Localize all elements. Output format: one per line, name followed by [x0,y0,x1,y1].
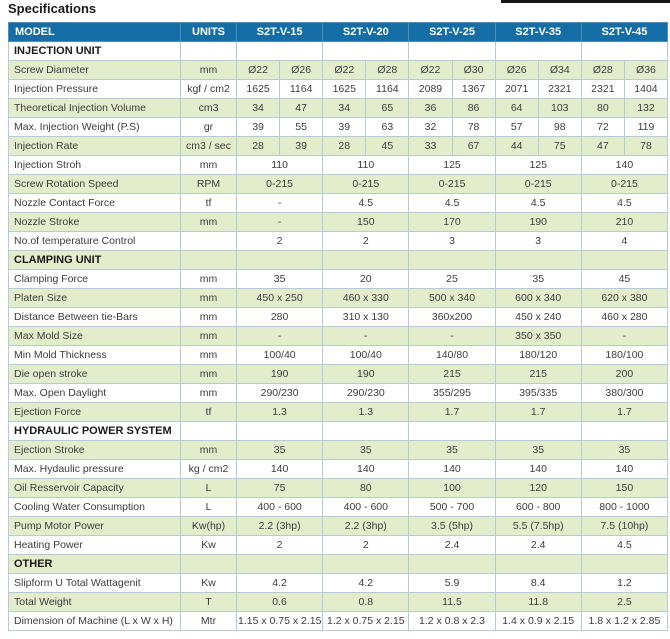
row-label: Total Weight [9,593,181,612]
spec-value-cell: 460 x 330 [323,289,409,308]
row-unit: mm [181,270,237,289]
spec-value-cell: 1164 [366,80,409,99]
spec-value-cell: 35 [237,441,323,460]
spec-value-cell: 1367 [452,80,495,99]
row-unit: mm [181,441,237,460]
spec-value-cell: 28 [323,137,366,156]
spec-value-cell: 1.15 x 0.75 x 2.15 [237,612,323,631]
spec-row [9,80,668,99]
spec-row [9,460,668,479]
spec-row [9,365,668,384]
section-empty-cell [323,42,409,61]
row-label: Min Mold Thickness [9,346,181,365]
spec-value-cell: 1625 [323,80,366,99]
row-unit: mm [181,327,237,346]
section-empty-cell [409,422,495,441]
spec-value-cell: 35 [237,270,323,289]
spec-row [9,517,668,536]
spec-value-cell: 1.2 x 0.8 x 2.3 [409,612,495,631]
spec-value-cell: 180/100 [581,346,667,365]
spec-value-cell: 67 [452,137,495,156]
spec-value-cell: 35 [409,441,495,460]
spec-value-cell: 47 [280,99,323,118]
spec-value-cell: 140 [581,156,667,175]
row-unit: L [181,498,237,517]
spec-value-cell: - [237,213,323,232]
row-label: Platen Size [9,289,181,308]
spec-value-cell: 620 x 380 [581,289,667,308]
spec-row [9,156,668,175]
spec-value-cell: 360x200 [409,308,495,327]
spec-value-cell: 120 [495,479,581,498]
spec-value-cell: 4.5 [495,194,581,213]
spec-value-cell: 100/40 [237,346,323,365]
spec-value-cell: 80 [581,99,624,118]
spec-value-cell: 1.2 x 0.75 x 2.15 [323,612,409,631]
spec-value-cell: - [581,327,667,346]
row-unit: T [181,593,237,612]
section-empty-cell [409,555,495,574]
spec-value-cell: 2071 [495,80,538,99]
section-empty-cell [237,251,323,270]
row-label: Nozzle Stroke [9,213,181,232]
spec-value-cell: 0.6 [237,593,323,612]
spec-value-cell: 290/230 [237,384,323,403]
spec-value-cell: 98 [538,118,581,137]
row-label: Die open stroke [9,365,181,384]
spec-value-cell: 44 [495,137,538,156]
row-label: Max Mold Size [9,327,181,346]
spec-value-cell: 190 [323,365,409,384]
spec-value-cell: 460 x 280 [581,308,667,327]
spec-row [9,99,668,118]
section-units-cell [181,555,237,574]
spec-value-cell: 215 [495,365,581,384]
spec-value-cell: 1.8 x 1.2 x 2.85 [581,612,667,631]
spec-value-cell: 11.5 [409,593,495,612]
row-unit: Kw(hp) [181,517,237,536]
section-empty-cell [495,555,581,574]
model-header-s2t-v-15: S2T-V-15 [237,23,323,42]
spec-value-cell: 0-215 [581,175,667,194]
model-column-header: MODEL [9,23,181,42]
spec-value-cell: 72 [581,118,624,137]
spec-value-cell: 45 [581,270,667,289]
spec-row [9,118,668,137]
spec-row [9,137,668,156]
spec-value-cell: 25 [409,270,495,289]
spec-value-cell: 100/40 [323,346,409,365]
spec-value-cell: 34 [237,99,280,118]
spec-value-cell: 63 [366,118,409,137]
spec-value-cell: 140 [581,460,667,479]
spec-value-cell: Ø22 [237,61,280,80]
spec-value-cell: 2 [323,536,409,555]
spec-value-cell: 2.4 [409,536,495,555]
section-empty-cell [495,251,581,270]
spec-value-cell: 380/300 [581,384,667,403]
spec-value-cell: 280 [237,308,323,327]
spec-value-cell: 2321 [538,80,581,99]
spec-value-cell: 1404 [624,80,667,99]
spec-value-cell: 20 [323,270,409,289]
spec-row [9,270,668,289]
row-unit: cm3 / sec [181,137,237,156]
spec-row [9,441,668,460]
spec-value-cell: 4.5 [581,194,667,213]
spec-value-cell: 2 [237,232,323,251]
row-unit: gr [181,118,237,137]
row-label: Cooling Water Consumption [9,498,181,517]
row-label: Theoretical Injection Volume [9,99,181,118]
row-label: Max. Open Daylight [9,384,181,403]
cropped-element-bottom-border [501,0,670,3]
section-header-row [9,42,668,61]
spec-row [9,213,668,232]
spec-value-cell: Ø26 [280,61,323,80]
spec-value-cell: 140 [409,460,495,479]
row-unit: Mtr [181,612,237,631]
spec-value-cell: 103 [538,99,581,118]
spec-value-cell: Ø22 [409,61,452,80]
section-units-cell [181,422,237,441]
row-label: Screw Rotation Speed [9,175,181,194]
spec-value-cell: 4.2 [237,574,323,593]
section-header-row [9,251,668,270]
spec-row [9,346,668,365]
row-unit: kg / cm2 [181,460,237,479]
section-empty-cell [237,42,323,61]
model-header-s2t-v-20: S2T-V-20 [323,23,409,42]
spec-value-cell: 80 [323,479,409,498]
spec-value-cell: 36 [409,99,452,118]
spec-value-cell: 395/335 [495,384,581,403]
spec-row [9,61,668,80]
spec-value-cell: 86 [452,99,495,118]
row-unit [181,232,237,251]
spec-row [9,536,668,555]
spec-value-cell: 355/295 [409,384,495,403]
spec-value-cell: 1.2 [581,574,667,593]
row-label: Pump Motor Power [9,517,181,536]
spec-value-cell: 310 x 130 [323,308,409,327]
section-title: OTHER [9,555,181,574]
spec-value-cell: 450 x 250 [237,289,323,308]
spec-row [9,308,668,327]
spec-value-cell: 400 - 600 [323,498,409,517]
spec-value-cell: 190 [237,365,323,384]
spec-value-cell: 34 [323,99,366,118]
row-unit: Kw [181,536,237,555]
model-header-s2t-v-35: S2T-V-35 [495,23,581,42]
spec-value-cell: 75 [538,137,581,156]
section-empty-cell [581,555,667,574]
spec-value-cell: 190 [495,213,581,232]
spec-value-cell: 2 [237,536,323,555]
spec-value-cell: 1164 [280,80,323,99]
spec-value-cell: Ø26 [495,61,538,80]
row-label: Nozzle Contact Force [9,194,181,213]
section-empty-cell [581,422,667,441]
section-empty-cell [237,555,323,574]
spec-value-cell: - [237,327,323,346]
row-label: Injection Rate [9,137,181,156]
spec-value-cell: 215 [409,365,495,384]
spec-value-cell: 64 [495,99,538,118]
section-empty-cell [409,42,495,61]
section-empty-cell [323,555,409,574]
spec-value-cell: 150 [323,213,409,232]
row-unit: cm3 [181,99,237,118]
row-label: Max. Hydaulic pressure [9,460,181,479]
spec-value-cell: 1.4 x 0.9 x 2.15 [495,612,581,631]
spec-value-cell: 200 [581,365,667,384]
spec-value-cell: 290/230 [323,384,409,403]
spec-value-cell: 2321 [581,80,624,99]
spec-value-cell: 0-215 [409,175,495,194]
specifications-table [8,22,668,631]
spec-value-cell: 3 [495,232,581,251]
spec-value-cell: 170 [409,213,495,232]
section-title: HYDRAULIC POWER SYSTEM [9,422,181,441]
row-label: Injection Pressure [9,80,181,99]
spec-value-cell: 33 [409,137,452,156]
spec-row [9,479,668,498]
spec-value-cell: Ø22 [323,61,366,80]
spec-value-cell: Ø28 [366,61,409,80]
row-label: Injection Stroh [9,156,181,175]
spec-row [9,194,668,213]
spec-value-cell: 150 [581,479,667,498]
spec-value-cell: 500 - 700 [409,498,495,517]
spec-value-cell: 400 - 600 [237,498,323,517]
spec-value-cell: 4.5 [581,536,667,555]
page-title: Specifications [8,1,97,16]
row-unit: Kw [181,574,237,593]
spec-value-cell: 78 [624,137,667,156]
spec-row [9,232,668,251]
spec-value-cell: 39 [237,118,280,137]
spec-value-cell: 0.8 [323,593,409,612]
row-label: Max. Injection Weight (P.S) [9,118,181,137]
spec-value-cell: 32 [409,118,452,137]
spec-value-cell: 1.7 [581,403,667,422]
spec-value-cell: Ø34 [538,61,581,80]
row-unit: mm [181,365,237,384]
spec-row [9,384,668,403]
section-empty-cell [495,422,581,441]
table-header-row [9,23,668,42]
spec-value-cell: 28 [237,137,280,156]
spec-value-cell: 8.4 [495,574,581,593]
spec-value-cell: 1625 [237,80,280,99]
spec-row [9,593,668,612]
spec-value-cell: 3.5 (5hp) [409,517,495,536]
spec-value-cell: Ø28 [581,61,624,80]
spec-value-cell: 110 [323,156,409,175]
spec-value-cell: 65 [366,99,409,118]
spec-value-cell: 4.5 [409,194,495,213]
row-unit: mm [181,308,237,327]
spec-value-cell: 4.5 [323,194,409,213]
spec-value-cell: 125 [495,156,581,175]
spec-value-cell: 1.7 [409,403,495,422]
spec-value-cell: 4 [581,232,667,251]
spec-value-cell: - [237,194,323,213]
spec-value-cell: 0-215 [237,175,323,194]
spec-value-cell: 57 [495,118,538,137]
spec-value-cell: 600 - 800 [495,498,581,517]
spec-value-cell: 0-215 [323,175,409,194]
spec-value-cell: 2089 [409,80,452,99]
spec-value-cell: 140 [495,460,581,479]
section-empty-cell [495,42,581,61]
row-label: Ejection Stroke [9,441,181,460]
spec-value-cell: - [323,327,409,346]
section-empty-cell [323,251,409,270]
spec-value-cell: 2.4 [495,536,581,555]
row-unit: kgf / cm2 [181,80,237,99]
section-empty-cell [581,42,667,61]
section-empty-cell [323,422,409,441]
spec-value-cell: 110 [237,156,323,175]
spec-value-cell: 11.8 [495,593,581,612]
spec-value-cell: 140/80 [409,346,495,365]
spec-value-cell: 2 [323,232,409,251]
spec-row [9,327,668,346]
row-unit: mm [181,289,237,308]
spec-row [9,175,668,194]
spec-value-cell: 2.2 (3hp) [237,517,323,536]
section-header-row [9,555,668,574]
row-label: Clamping Force [9,270,181,289]
section-units-cell [181,251,237,270]
spec-value-cell: - [409,327,495,346]
spec-value-cell: 140 [237,460,323,479]
spec-value-cell: 35 [495,270,581,289]
spec-row [9,403,668,422]
spec-value-cell: 5.5 (7.5hp) [495,517,581,536]
row-label: Oil Resservoir Capacity [9,479,181,498]
model-header-s2t-v-25: S2T-V-25 [409,23,495,42]
row-unit: L [181,479,237,498]
section-empty-cell [581,251,667,270]
spec-value-cell: 1.3 [323,403,409,422]
row-label: Distance Between tie-Bars [9,308,181,327]
spec-value-cell: Ø30 [452,61,495,80]
row-label: Dimension of Machine (L x W x H) [9,612,181,631]
spec-value-cell: 2.2 (3hp) [323,517,409,536]
units-column-header: UNITS [181,23,237,42]
spec-value-cell: 39 [323,118,366,137]
spec-value-cell: 600 x 340 [495,289,581,308]
spec-value-cell: 800 - 1000 [581,498,667,517]
spec-value-cell: 7.5 (10hp) [581,517,667,536]
spec-value-cell: 35 [495,441,581,460]
spec-row [9,574,668,593]
row-label: Screw Diameter [9,61,181,80]
spec-value-cell: 39 [280,137,323,156]
row-label: Ejection Force [9,403,181,422]
spec-value-cell: 180/120 [495,346,581,365]
section-empty-cell [237,422,323,441]
spec-value-cell: 5.9 [409,574,495,593]
spec-value-cell: 100 [409,479,495,498]
section-empty-cell [409,251,495,270]
spec-value-cell: 140 [323,460,409,479]
row-unit: tf [181,194,237,213]
section-title: CLAMPING UNIT [9,251,181,270]
row-unit: mm [181,213,237,232]
row-unit: mm [181,61,237,80]
spec-value-cell: Ø36 [624,61,667,80]
row-label: Slipform U Total Wattagenit [9,574,181,593]
section-header-row [9,422,668,441]
spec-value-cell: 0-215 [495,175,581,194]
section-title: INJECTION UNIT [9,42,181,61]
row-unit: mm [181,156,237,175]
row-unit: mm [181,346,237,365]
spec-value-cell: 3 [409,232,495,251]
spec-value-cell: 47 [581,137,624,156]
spec-value-cell: 132 [624,99,667,118]
spec-value-cell: 75 [237,479,323,498]
spec-value-cell: 1.7 [495,403,581,422]
spec-value-cell: 125 [409,156,495,175]
spec-row [9,612,668,631]
spec-value-cell: 450 x 240 [495,308,581,327]
row-unit: tf [181,403,237,422]
spec-value-cell: 45 [366,137,409,156]
spec-value-cell: 55 [280,118,323,137]
spec-value-cell: 119 [624,118,667,137]
spec-value-cell: 1.3 [237,403,323,422]
spec-value-cell: 2.5 [581,593,667,612]
model-header-s2t-v-45: S2T-V-45 [581,23,667,42]
spec-value-cell: 4.2 [323,574,409,593]
spec-row [9,498,668,517]
row-unit: mm [181,384,237,403]
row-label: Heating Power [9,536,181,555]
spec-value-cell: 350 x 350 [495,327,581,346]
spec-value-cell: 500 x 340 [409,289,495,308]
spec-value-cell: 210 [581,213,667,232]
spec-value-cell: 35 [323,441,409,460]
row-unit: RPM [181,175,237,194]
spec-value-cell: 35 [581,441,667,460]
spec-value-cell: 78 [452,118,495,137]
row-label: No.of temperature Control [9,232,181,251]
section-units-cell [181,42,237,61]
spec-row [9,289,668,308]
